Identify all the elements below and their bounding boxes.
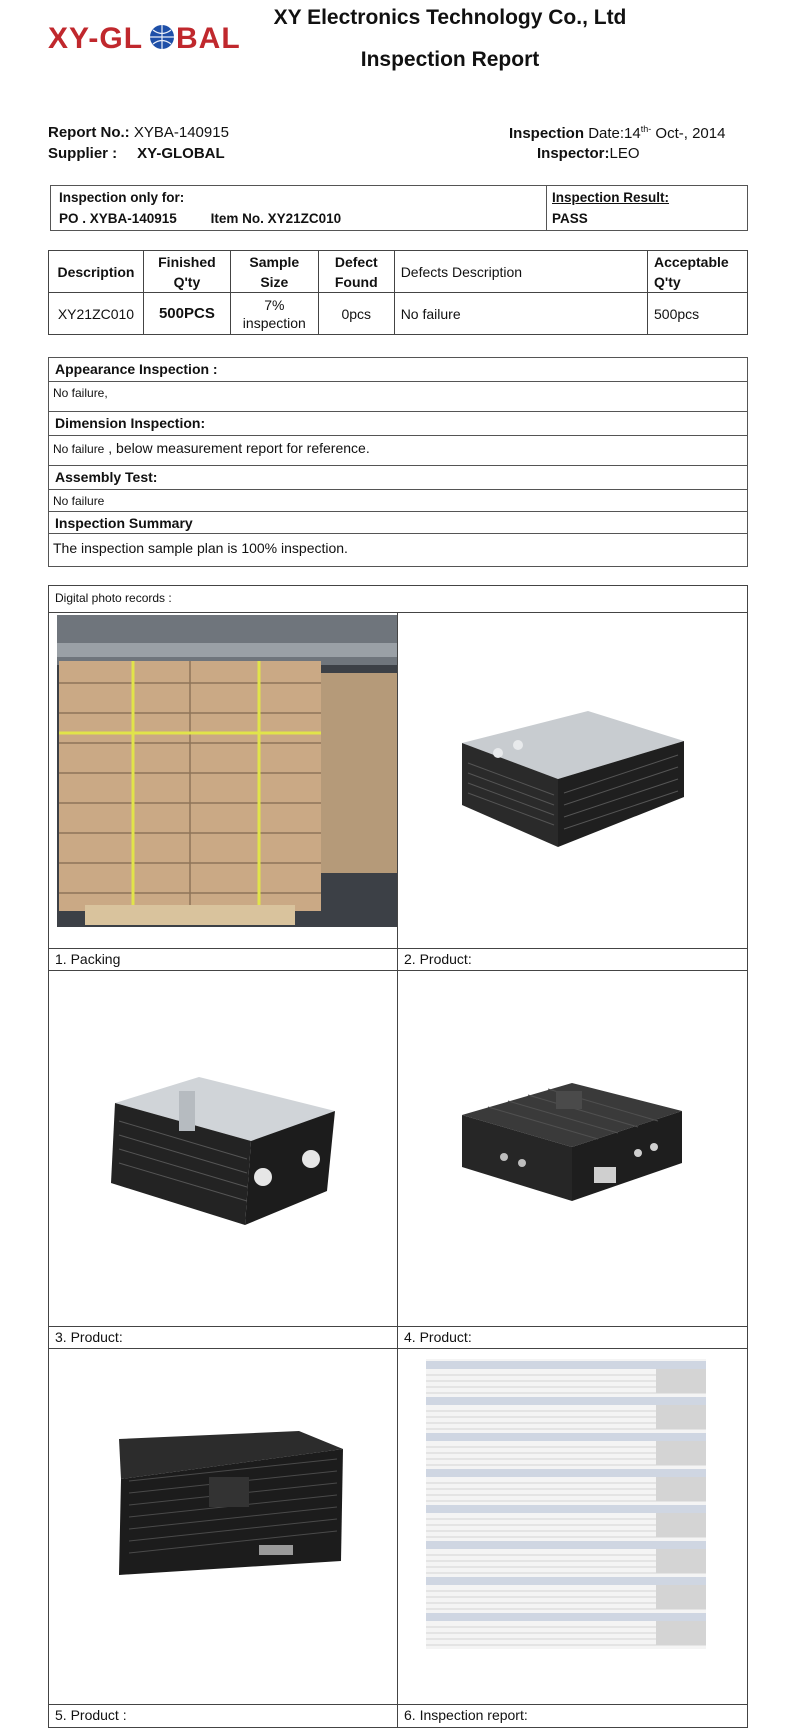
col-finished-qty: Finished Q'ty [143, 251, 230, 293]
summary-body: The inspection sample plan is 100% inspection. [53, 540, 348, 556]
dimension-title: Dimension Inspection: [49, 412, 747, 436]
col-defect-found: Defect Found [318, 251, 394, 293]
po-number: PO . XYBA-140915 [59, 211, 177, 226]
col-acceptable-qty: Acceptable Q'ty [648, 251, 748, 293]
assembly-title: Assembly Test: [49, 466, 747, 490]
inspection-result-label: Inspection Result: [552, 190, 670, 205]
col-description: Description [49, 251, 144, 293]
summary-title: Inspection Summary [49, 512, 747, 534]
appearance-body: No failure, [49, 382, 747, 412]
photo-cell-packing [49, 613, 398, 971]
item-number: Item No. XY21ZC010 [210, 211, 342, 226]
photo-row [49, 613, 747, 971]
photo-caption: 1. Packing [49, 949, 397, 971]
report-title: Inspection Report [360, 48, 540, 71]
company-name: XY Electronics Technology Co., Ltd [273, 6, 627, 29]
photo-caption: 6. Inspection report: [404, 1707, 528, 1723]
product-photo-3 [398, 971, 747, 1327]
dimension-body: No failure , below measurement report for reference. [49, 436, 747, 466]
cell-defect-found: 0pcs [318, 293, 394, 335]
measurement-report-image [398, 1349, 747, 1705]
packing-photo [49, 613, 397, 949]
supplier: Supplier : XY-GLOBAL [48, 145, 225, 162]
svg-text:BAL: BAL [176, 22, 241, 55]
quantity-table [48, 250, 748, 335]
photo-cell-product-4 [49, 1349, 398, 1727]
photo-records [48, 585, 748, 1728]
cell-description: XY21ZC010 [49, 293, 144, 335]
photo-cell-product-1 [398, 613, 747, 971]
photo-caption: 2. Product: [398, 949, 747, 971]
col-defects-description: Defects Description [394, 251, 647, 293]
cell-sample-size: 7% inspection [230, 293, 318, 335]
svg-text:XY-GL: XY-GL [48, 22, 144, 55]
table-header-row [49, 251, 748, 293]
inspection-scope-box [50, 185, 748, 231]
photo-records-title: Digital photo records : [49, 586, 747, 613]
appearance-title: Appearance Inspection : [49, 358, 747, 382]
inspection-result: PASS [552, 211, 588, 226]
cell-defects-description: No failure [394, 293, 647, 335]
photo-caption: 5. Product : [55, 1707, 127, 1723]
photo-caption: 4. Product: [398, 1327, 747, 1349]
photo-cell-product-2 [49, 971, 398, 1349]
photo-cell-inspection-report [398, 1349, 747, 1727]
photo-row [49, 971, 747, 1349]
inspection-scope-label: Inspection only for: [59, 190, 185, 205]
product-photo-2 [49, 971, 397, 1327]
product-photo-4 [49, 1349, 397, 1705]
company-logo [48, 18, 254, 58]
product-photo-1 [398, 613, 747, 949]
assembly-body: No failure [49, 490, 747, 512]
inspection-date: Inspection $Date:14^{th-}$ Oct-, 2014 [509, 124, 726, 142]
col-sample-size: Sample Size [230, 251, 318, 293]
cell-acceptable-qty: 500pcs [648, 293, 748, 335]
inspection-sections [48, 357, 748, 567]
table-row [49, 293, 748, 335]
photo-cell-product-3 [398, 971, 747, 1349]
inspector: Inspector:LEO [537, 145, 640, 162]
report-number: Report No.: XYBA-140915 [48, 124, 229, 141]
cell-finished-qty: 500PCS [143, 293, 230, 335]
photo-row [49, 1349, 747, 1727]
photo-caption: 3. Product: [49, 1327, 397, 1349]
